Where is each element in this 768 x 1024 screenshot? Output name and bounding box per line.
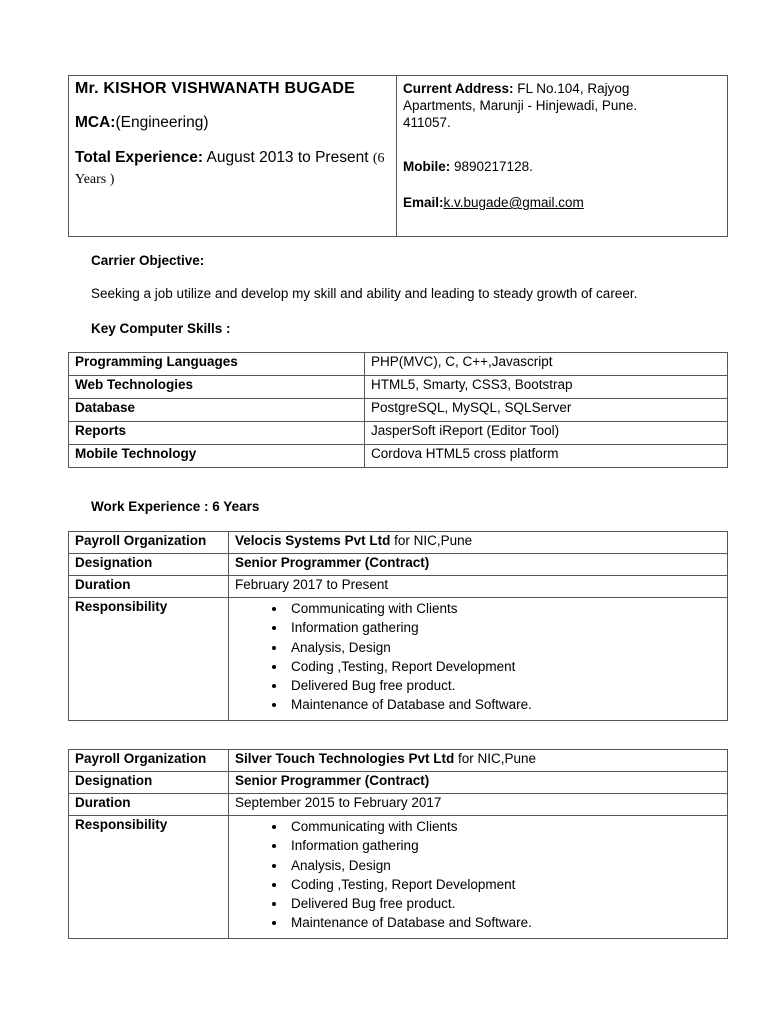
list-item: • Maintenance of Database and Software. xyxy=(287,913,721,932)
designation-label: Designation xyxy=(69,772,229,794)
experience-years: (6 Years ) xyxy=(75,151,385,187)
designation-label: Designation xyxy=(69,554,229,576)
header-right-cell xyxy=(397,76,728,237)
address-line xyxy=(403,80,678,131)
list-item: • Information gathering xyxy=(287,836,721,855)
org-value xyxy=(229,750,728,772)
mobile-value: 9890217128. xyxy=(450,159,533,174)
skills-heading: Key Computer Skills : xyxy=(91,321,231,336)
responsibility-cell xyxy=(229,816,728,939)
work-heading: Work Experience : 6 Years xyxy=(91,499,260,514)
email-label: Email: xyxy=(403,195,444,210)
skills-table xyxy=(68,352,728,468)
degree-value: (Engineering) xyxy=(115,114,209,131)
list-item: • Coding ,Testing, Report Development xyxy=(287,657,721,676)
client-name: for NIC,Pune xyxy=(390,533,473,548)
skill-label: Database xyxy=(69,399,365,422)
list-item: • Communicating with Clients xyxy=(287,599,721,618)
responsibility-label: Responsibility xyxy=(69,816,229,939)
mobile-label: Mobile: xyxy=(403,159,451,174)
org-label: Payroll Organization xyxy=(69,750,229,772)
skill-label: Programming Languages xyxy=(69,353,365,376)
mobile-line xyxy=(403,158,721,175)
duration-label: Duration xyxy=(69,576,229,598)
table-row xyxy=(69,399,728,422)
experience-label: Total Experience: xyxy=(75,149,204,166)
duration-value: February 2017 to Present xyxy=(229,576,728,598)
list-item: • Analysis, Design xyxy=(287,856,721,875)
duration-label: Duration xyxy=(69,794,229,816)
table-row xyxy=(69,816,728,939)
table-row xyxy=(69,445,728,468)
duration-value: September 2015 to February 2017 xyxy=(229,794,728,816)
designation-value: Senior Programmer (Contract) xyxy=(229,554,728,576)
experience-line xyxy=(75,148,390,190)
skill-value: Cordova HTML5 cross platform xyxy=(365,445,728,468)
skill-label: Mobile Technology xyxy=(69,445,365,468)
table-row xyxy=(69,794,728,816)
list-item: • Communicating with Clients xyxy=(287,817,721,836)
skill-label: Web Technologies xyxy=(69,376,365,399)
header-left-cell xyxy=(69,76,397,237)
table-row xyxy=(69,772,728,794)
responsibility-list xyxy=(235,599,721,719)
list-item: • Information gathering xyxy=(287,618,721,637)
table-row xyxy=(69,422,728,445)
responsibility-cell xyxy=(229,598,728,721)
skill-label: Reports xyxy=(69,422,365,445)
table-row xyxy=(69,750,728,772)
designation-value: Senior Programmer (Contract) xyxy=(229,772,728,794)
org-label: Payroll Organization xyxy=(69,532,229,554)
email-line xyxy=(403,194,721,211)
table-row xyxy=(69,576,728,598)
skill-value: PHP(MVC), C, C++,Javascript xyxy=(365,353,728,376)
address-value: FL No.104, Rajyog Apartments, Marunji - Hinjewadi, Pune. 411057. xyxy=(403,81,638,130)
list-item: • Delivered Bug free product. xyxy=(287,676,721,695)
skill-value: JasperSoft iReport (Editor Tool) xyxy=(365,422,728,445)
table-row xyxy=(69,532,728,554)
company-name: Velocis Systems Pvt Ltd xyxy=(235,533,391,548)
table-row xyxy=(69,554,728,576)
skill-value: HTML5, Smarty, CSS3, Bootstrap xyxy=(365,376,728,399)
responsibility-list xyxy=(235,817,721,937)
table-row xyxy=(69,376,728,399)
degree-line xyxy=(75,114,390,132)
list-item: • Delivered Bug free product. xyxy=(287,894,721,913)
table-row xyxy=(69,353,728,376)
company-name: Silver Touch Technologies Pvt Ltd xyxy=(235,751,455,766)
responsibility-label: Responsibility xyxy=(69,598,229,721)
org-value xyxy=(229,532,728,554)
experience-value: August 2013 to Present xyxy=(203,149,373,166)
candidate-name: Mr. KISHOR VISHWANATH BUGADE xyxy=(75,80,355,97)
objective-heading: Carrier Objective: xyxy=(91,253,205,268)
header-table xyxy=(68,75,728,237)
objective-text: Seeking a job utilize and develop my skill and ability and leading to steady growth of career. xyxy=(91,286,638,301)
list-item: • Analysis, Design xyxy=(287,638,721,657)
list-item: • Coding ,Testing, Report Development xyxy=(287,875,721,894)
client-name: for NIC,Pune xyxy=(454,751,537,766)
job-table-1 xyxy=(68,531,728,721)
skill-value: PostgreSQL, MySQL, SQLServer xyxy=(365,399,728,422)
address-label: Current Address: xyxy=(403,81,514,96)
degree-label: MCA: xyxy=(75,114,116,131)
table-row xyxy=(69,598,728,721)
list-item: • Maintenance of Database and Software. xyxy=(287,695,721,714)
email-link[interactable]: k.v.bugade@gmail.com xyxy=(443,195,584,210)
job-table-2 xyxy=(68,749,728,939)
